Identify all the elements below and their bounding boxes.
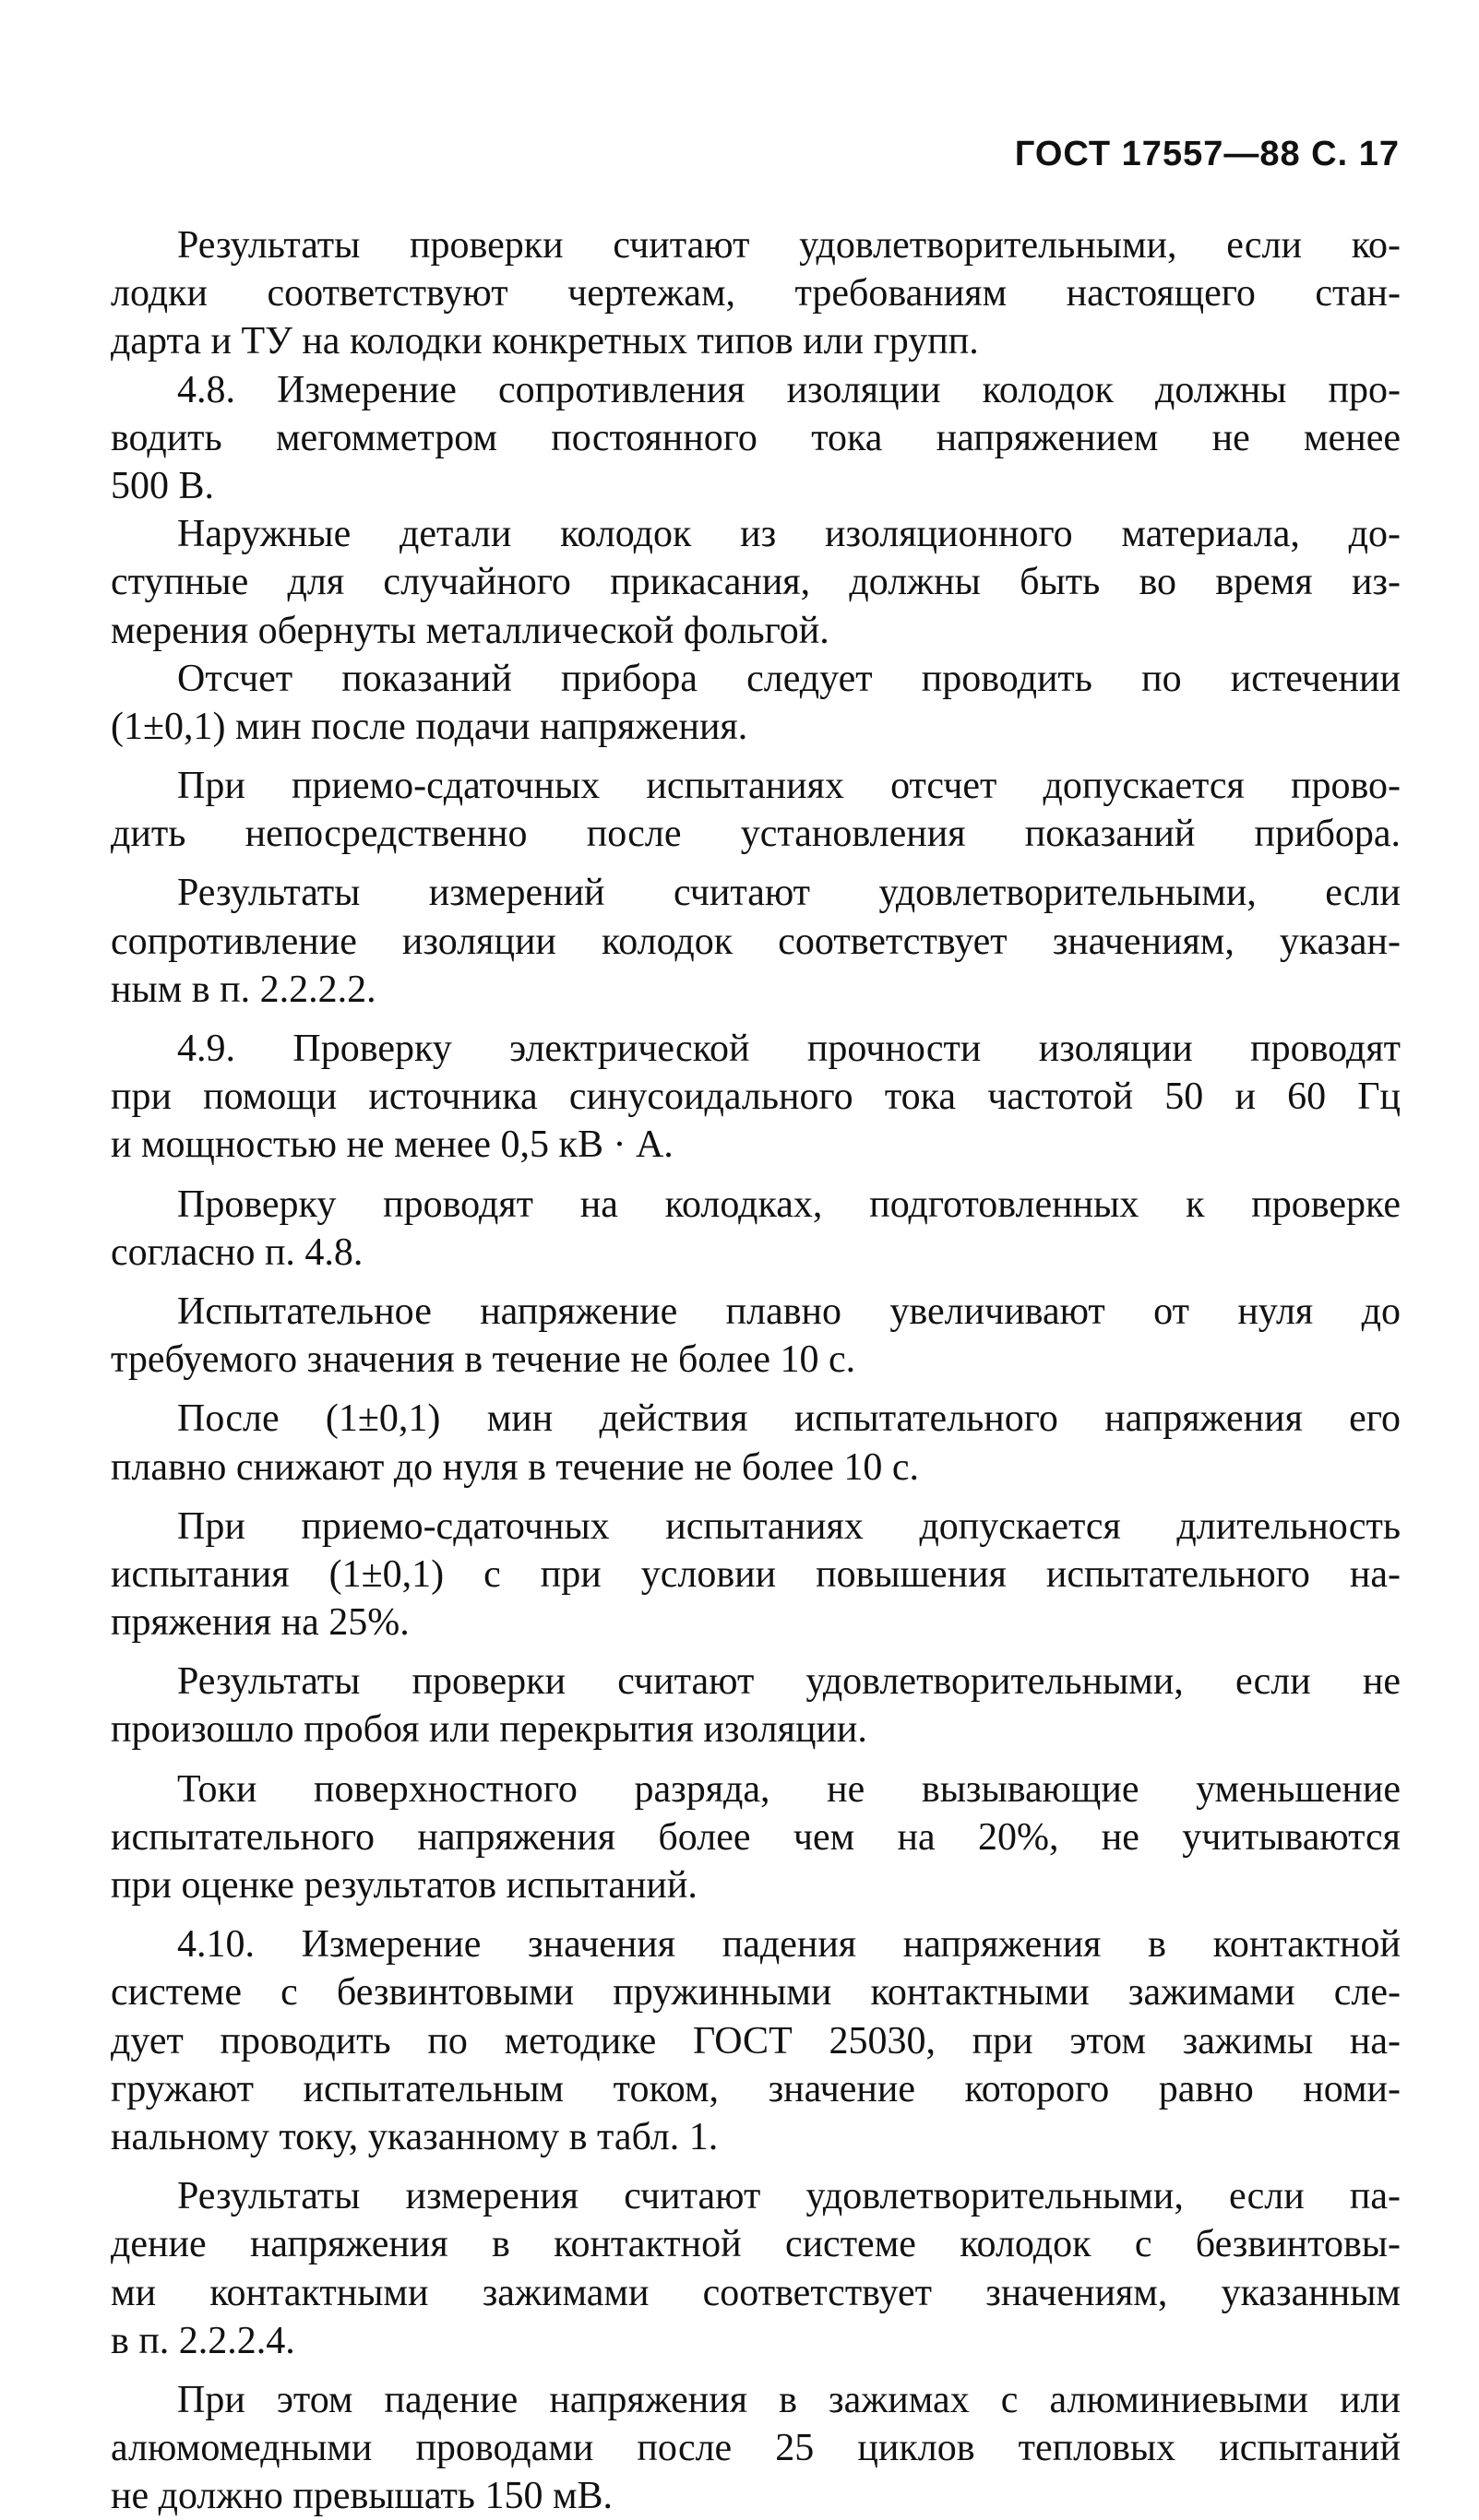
text-line: нальному току, указанному в табл. 1. [111, 2115, 719, 2158]
text-line: Токи поверхностного разряда, не вызывающие уменьшение [177, 1767, 1401, 1811]
text-line: При приемо-сдаточных испытаниях допускается длительность [177, 1504, 1401, 1548]
text-line: 500 В. [111, 464, 215, 507]
text-line: лодки соответствуют чертежам, требованиям настоящего стан- [111, 272, 1401, 315]
text-line: 4.10. Измерение значения падения напряжения в контактной [177, 1923, 1401, 1967]
page-header: ГОСТ 17557—88 С. 17 [1014, 135, 1400, 173]
text-line: ным в п. 2.2.2.2. [111, 968, 376, 1011]
text-line: Наружные детали колодок из изоляционного материала, до- [177, 513, 1401, 556]
text-line: Результаты измерения считают удовлетворительными, если па- [177, 2175, 1401, 2218]
text-line: мерения обернуты металлической фольгой. [111, 609, 829, 652]
text-line: требуемого значения в течение не более 10 с. [111, 1338, 856, 1382]
text-line: системе с безвинтовыми пружинными контактными зажимами сле- [111, 1971, 1401, 2015]
text-line: (1±0,1) мин после подачи напряжения. [111, 705, 748, 748]
text-line: испытательного напряжения более чем на 20%, не учитываются [111, 1815, 1401, 1859]
text-line: При приемо-сдаточных испытаниях отсчет допускается прово- [177, 765, 1401, 808]
text-line: сопротивление изоляции колодок соответствует значениям, указан- [111, 920, 1401, 963]
text-line: испытания (1±0,1) с при условии повышения испытательного на- [111, 1552, 1401, 1596]
text-line: После (1±0,1) мин действия испытательного напряжения его [177, 1397, 1401, 1441]
text-line: алюмомедными проводами после 25 циклов тепловых испытаний [111, 2427, 1401, 2470]
body-text [111, 221, 1401, 2520]
text-line: согласно п. 4.8. [111, 1230, 364, 1274]
text-line: произошло пробоя или перекрытия изоляции. [111, 1708, 867, 1752]
text-line: ми контактными зажимами соответствует значениям, указанным [111, 2271, 1401, 2314]
text-line: пряжения на 25%. [111, 1601, 410, 1645]
text-line: гружают испытательным током, значение которого равно номи- [111, 2067, 1401, 2110]
text-line: дарта и ТУ на колодки конкретных типов или групп. [111, 320, 979, 363]
text-line: ступные для случайного прикасания, должны быть во время из- [111, 561, 1401, 604]
text-line: дить непосредственно после установления показаний прибора. [111, 813, 1401, 856]
text-line: Испытательное напряжение плавно увеличивают от нуля до [177, 1290, 1401, 1333]
text-line: Отсчет показаний прибора следует проводить по истечении [177, 657, 1401, 700]
text-line: дует проводить по методике ГОСТ 25030, при этом зажимы на- [111, 2019, 1401, 2062]
text-line: Результаты измерений считают удовлетворительными, если [177, 872, 1401, 915]
text-line: 4.9. Проверку электрической прочности изоляции проводят [177, 1028, 1401, 1070]
text-line: дение напряжения в контактной системе колодок с безвинтовы- [111, 2223, 1401, 2266]
text-line: не должно превышать 150 мВ. [111, 2475, 614, 2518]
text-line: Результаты проверки считают удовлетворительными, если не [177, 1660, 1401, 1704]
text-line: Проверку проводят на колодках, подготовленных к проверке [177, 1183, 1401, 1226]
text-line: водить мегомметром постоянного тока напряжением не менее [111, 416, 1401, 459]
text-line: при оценке результатов испытаний. [111, 1864, 698, 1907]
text-line: и мощностью не менее 0,5 кВ · А. [111, 1123, 674, 1167]
text-line: 4.8. Измерение сопротивления изоляции колодок должны про- [177, 368, 1401, 411]
text-line: Результаты проверки считают удовлетворительными, если ко- [177, 224, 1401, 267]
text-line: при помощи источника синусоидального тока частотой 50 и 60 Гц [111, 1076, 1401, 1119]
text-line: плавно снижают до нуля в течение не более 10 с. [111, 1445, 920, 1489]
text-line: в п. 2.2.2.4. [111, 2319, 295, 2362]
text-line: При этом падение напряжения в зажимах с алюминиевыми или [177, 2378, 1401, 2421]
